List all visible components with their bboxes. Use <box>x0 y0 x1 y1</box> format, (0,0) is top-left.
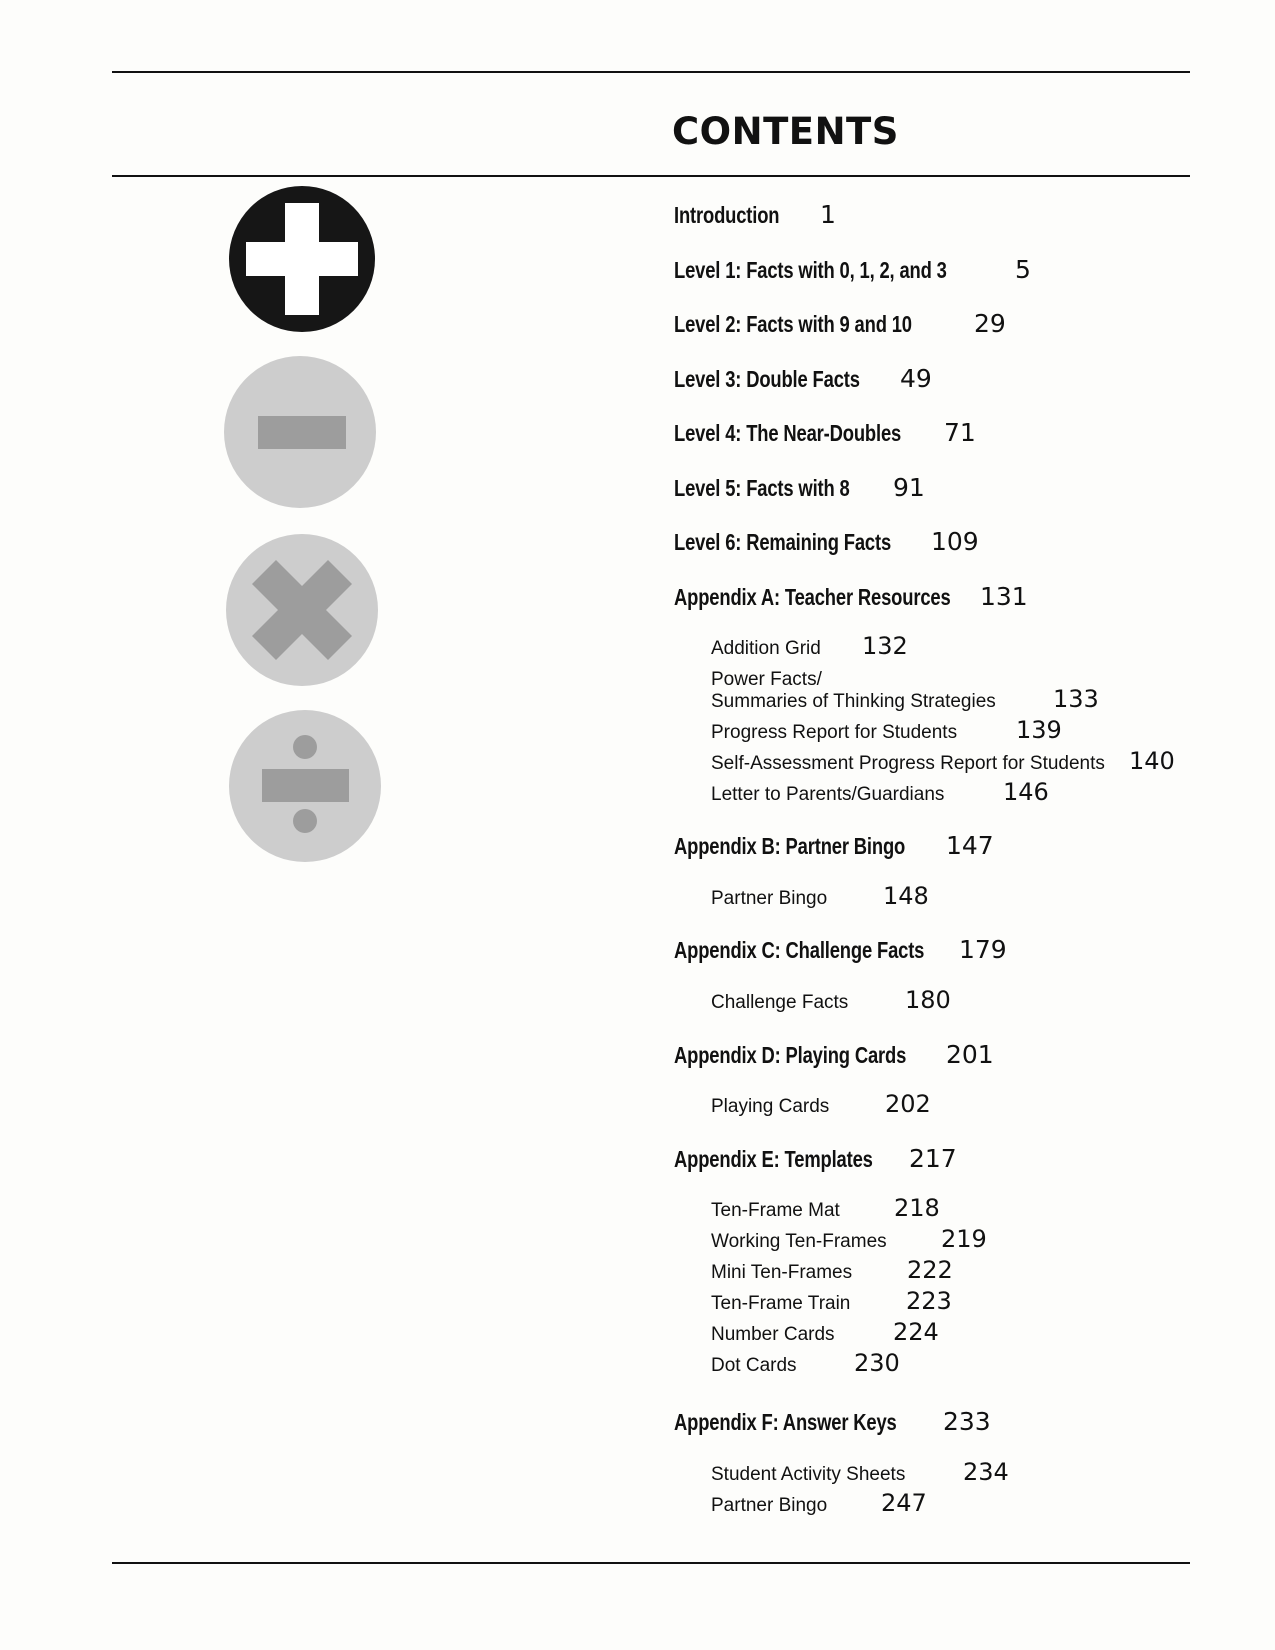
toc-entry-level-6[interactable] <box>674 527 979 556</box>
toc-label: Appendix E: Templates <box>674 1146 873 1172</box>
toc-page-number: 131 <box>980 582 1028 611</box>
toc-entry-appendix-d[interactable] <box>674 1040 994 1069</box>
toc-page-number: 218 <box>894 1194 940 1222</box>
toc-label: Appendix D: Playing Cards <box>674 1042 907 1068</box>
toc-entry-appendix-e[interactable] <box>674 1144 957 1173</box>
divide-circle-icon <box>229 710 381 862</box>
toc-subentry[interactable] <box>711 1349 900 1377</box>
toc-page-number: 233 <box>943 1407 991 1436</box>
toc-label: Level 6: Remaining Facts <box>674 529 892 555</box>
toc-label: Working Ten-Frames <box>711 1231 887 1252</box>
toc-label: Ten-Frame Train <box>711 1293 851 1314</box>
toc-page-number: 224 <box>893 1318 939 1346</box>
toc-subentry[interactable] <box>711 716 1062 744</box>
toc-subentry[interactable] <box>711 986 951 1014</box>
toc-label: Number Cards <box>711 1324 835 1345</box>
toc-entry-appendix-a[interactable] <box>674 582 1028 611</box>
toc-page-number: 132 <box>862 632 908 660</box>
toc-page-number: 223 <box>906 1287 952 1315</box>
toc-page-number: 179 <box>959 935 1007 964</box>
toc-label: Addition Grid <box>711 638 821 659</box>
toc-label: Progress Report for Students <box>711 722 958 743</box>
toc-page-number: 148 <box>883 882 929 910</box>
toc-label: Ten-Frame Mat <box>711 1200 840 1221</box>
toc-label-line-1: Power Facts/ <box>711 669 822 690</box>
toc-subentry[interactable] <box>711 1318 939 1346</box>
toc-page-number: 71 <box>944 418 976 447</box>
toc-entry-level-2[interactable] <box>674 309 1006 338</box>
toc-label: Introduction <box>674 202 780 228</box>
toc-subentry[interactable] <box>711 778 1049 806</box>
toc-subentry[interactable] <box>711 1256 953 1284</box>
toc-subentry[interactable] <box>711 1090 931 1118</box>
toc-label: Level 3: Double Facts <box>674 366 860 392</box>
toc-label: Appendix C: Challenge Facts <box>674 937 925 963</box>
toc-subentry[interactable] <box>711 669 1099 713</box>
toc-label: Self-Assessment Progress Report for Students <box>711 753 1105 774</box>
toc-entry-appendix-c[interactable] <box>674 935 1007 964</box>
toc-page-number: 180 <box>905 986 951 1014</box>
toc-page-number: 234 <box>963 1458 1009 1486</box>
toc-page-number: 133 <box>1053 685 1099 713</box>
toc-page-number: 247 <box>881 1489 927 1517</box>
toc-entry-level-5[interactable] <box>674 473 925 502</box>
minus-circle-icon <box>224 356 376 508</box>
toc-page-number: 49 <box>900 364 932 393</box>
toc-page-number: 139 <box>1016 716 1062 744</box>
toc-page-number: 5 <box>1015 255 1031 284</box>
toc-label: Level 4: The Near-Doubles <box>674 420 902 446</box>
toc-label: Dot Cards <box>711 1355 797 1376</box>
toc-entry-appendix-f[interactable] <box>674 1407 991 1436</box>
toc-entry-introduction[interactable] <box>674 200 836 229</box>
bottom-rule <box>112 1562 1190 1564</box>
toc-page-number: 1 <box>820 200 836 229</box>
toc-entry-appendix-b[interactable] <box>674 831 994 860</box>
toc-entry-level-1[interactable] <box>674 255 1031 284</box>
toc-page-number: 146 <box>1003 778 1049 806</box>
toc-label: Partner Bingo <box>711 888 828 909</box>
toc-label: Level 2: Facts with 9 and 10 <box>674 311 912 337</box>
toc-subentry[interactable] <box>711 1194 940 1222</box>
toc-page-number: 202 <box>885 1090 931 1118</box>
toc-entry-level-3[interactable] <box>674 364 932 393</box>
plus-circle-icon <box>229 186 375 332</box>
times-circle-icon <box>226 534 378 686</box>
toc-page-number: 230 <box>854 1349 900 1377</box>
toc-label: Mini Ten-Frames <box>711 1262 853 1283</box>
toc-label: Challenge Facts <box>711 992 849 1013</box>
toc-page-number: 222 <box>907 1256 953 1284</box>
page-title: CONTENTS <box>672 110 899 153</box>
toc-page-number: 109 <box>931 527 979 556</box>
toc-page-number: 217 <box>909 1144 957 1173</box>
toc-page-number: 140 <box>1129 747 1175 775</box>
toc-subentry[interactable] <box>711 1225 987 1253</box>
toc-label: Letter to Parents/Guardians <box>711 784 945 805</box>
toc-entry-level-4[interactable] <box>674 418 976 447</box>
toc-page-number: 91 <box>893 473 925 502</box>
toc-label-line-2: Summaries of Thinking Strategies <box>711 691 996 712</box>
toc-subentry[interactable] <box>711 632 908 660</box>
toc-label: Playing Cards <box>711 1096 830 1117</box>
toc-subentry[interactable] <box>711 1458 1009 1486</box>
toc-label: Appendix F: Answer Keys <box>674 1409 897 1435</box>
toc-subentry[interactable] <box>711 882 929 910</box>
operation-icons <box>0 0 420 880</box>
toc-page-number: 219 <box>941 1225 987 1253</box>
toc-label: Level 5: Facts with 8 <box>674 475 850 501</box>
toc-label: Level 1: Facts with 0, 1, 2, and 3 <box>674 257 947 283</box>
toc-page-number: 29 <box>974 309 1006 338</box>
toc-page-number: 147 <box>946 831 994 860</box>
toc-label: Partner Bingo <box>711 1495 828 1516</box>
toc-page-number: 201 <box>946 1040 994 1069</box>
toc-label: Appendix B: Partner Bingo <box>674 833 906 859</box>
toc-label: Appendix A: Teacher Resources <box>674 584 951 610</box>
toc-subentry[interactable] <box>711 1489 927 1517</box>
toc-subentry[interactable] <box>711 1287 952 1315</box>
toc-subentry[interactable] <box>711 747 1175 775</box>
toc-label: Student Activity Sheets <box>711 1464 906 1485</box>
